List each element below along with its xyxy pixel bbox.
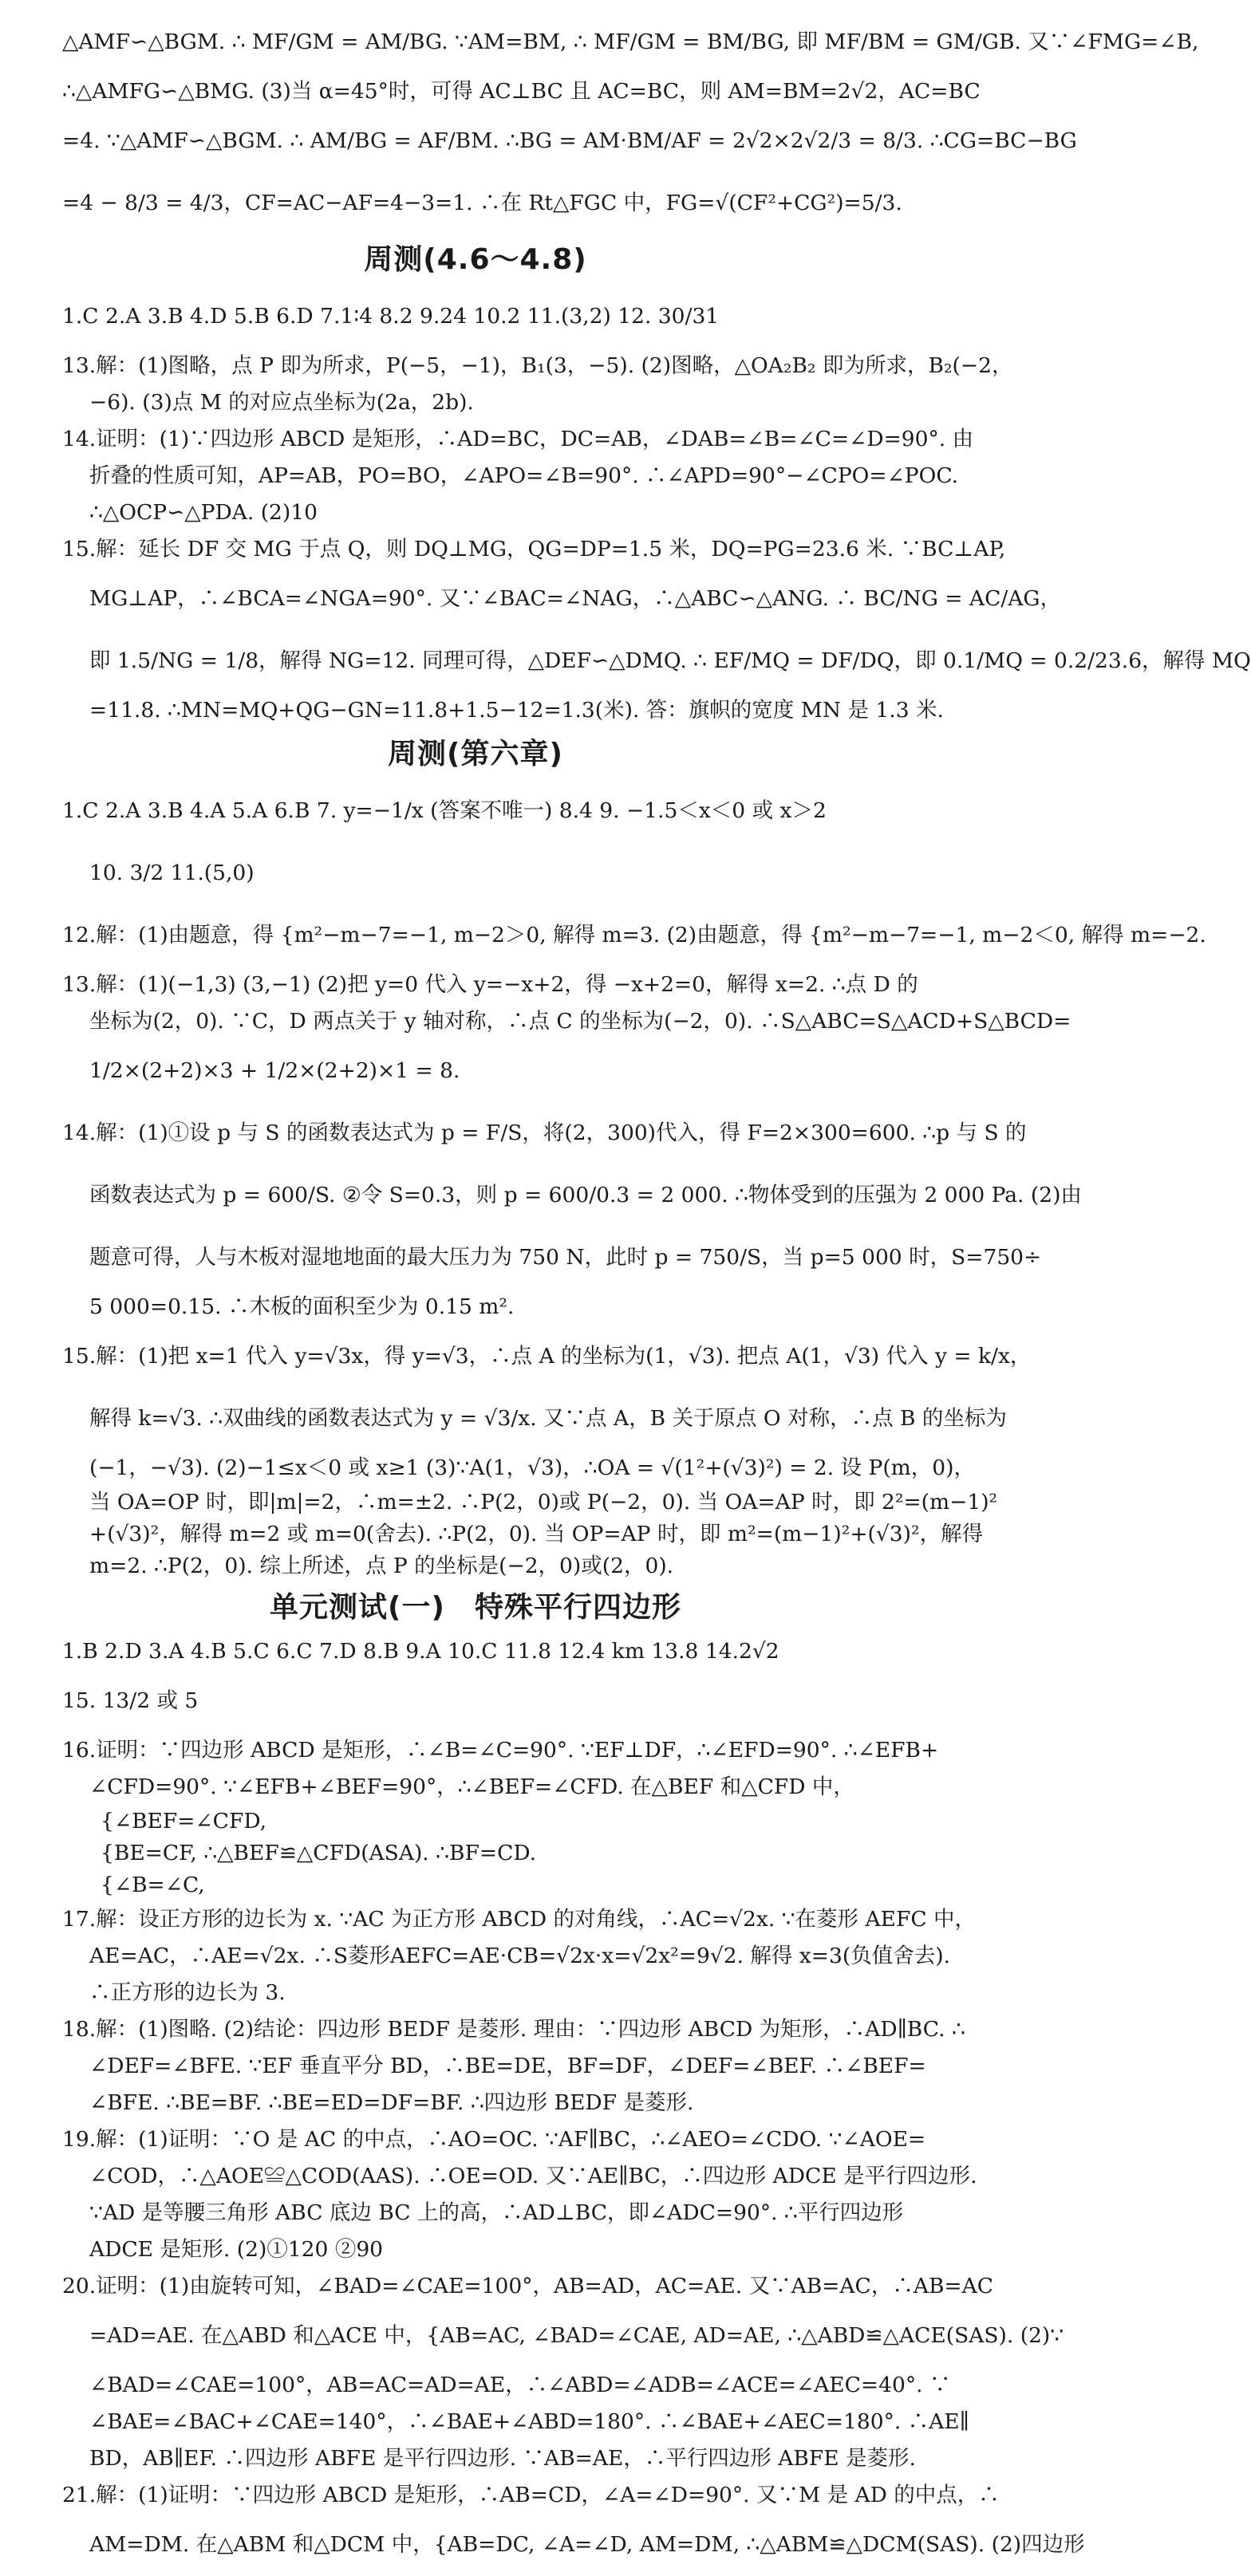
answer-line: 坐标为(2，0). ∵C，D 两点关于 y 轴对称，∴点 C 的坐标为(−2，0). ∴S△ABC=S△ACD+S△BCD= <box>89 1009 1071 1034</box>
answer-line: ∴正方形的边长为 3. <box>89 1980 286 2005</box>
answer-line: BD，AB∥EF. ∴四边形 ABFE 是平行四边形. ∵AB=AE，∴平行四边形 ABFE 是菱形. <box>89 2446 916 2471</box>
answer-line: 14.解：(1)①设 p 与 S 的函数表达式为 p = F/S，将(2，300)代入，得 F=2×300=600. ∴p 与 S 的 <box>62 1121 1027 1145</box>
answer-line: 14.证明：(1)∵四边形 ABCD 是矩形，∴AD=BC，DC=AB，∠DAB=∠B=∠C=∠D=90°. 由 <box>62 427 974 451</box>
answer-line: 19.解：(1)证明：∵O 是 AC 的中点，∴AO=OC. ∵AF∥BC，∴∠AEO=∠CDO. ∵∠AOE= <box>62 2127 926 2152</box>
answer-line: AE=AC，∴AE=√2x. ∴S菱形AEFC=AE·CB=√2x·x=√2x²=9√2. 解得 x=3(负值舍去). <box>89 1944 950 1968</box>
answer-line: 15. 13/2 或 5 <box>62 1688 199 1713</box>
answer-line: ∴△OCP∽△PDA. (2)10 <box>89 500 318 525</box>
section-week-test-1 <box>62 286 1251 729</box>
answer-line: 10. 3/2 11.(5,0) <box>89 861 255 885</box>
previous-solution-tail <box>62 11 1199 234</box>
brace-line: {∠B=∠C, <box>101 1873 205 1897</box>
answer-line: MG⊥AP，∴∠BCA=∠NGA=90°. 又∵∠BAC=∠NAG，∴△ABC∽△ANG. ∴ BC/NG = AC/AG， <box>89 586 1062 611</box>
answer-line: ∠DEF=∠BFE. ∵EF 垂直平分 BD，∴BE=DE，BF=DF，∠DEF=∠BEF. ∴∠BEF= <box>89 2054 926 2078</box>
answer-line: 5 000=0.15. ∴木板的面积至少为 0.15 m². <box>89 1294 515 1319</box>
answer-line: ∠BAD=∠CAE=100°，AB=AC=AD=AE，∴∠ABD=∠ADB=∠ACE=∠AEC=40°. ∵ <box>89 2373 951 2397</box>
answer-line: ∠CFD=90°. ∵∠EFB+∠BEF=90°，∴∠BEF=∠CFD. 在△BEF 和△CFD 中， <box>89 1774 854 1799</box>
answer-line: ∠COD，∴△AOE≌△COD(AAS). ∴OE=OD. 又∵AE∥BC，∴四边形 ADCE 是平行四边形. <box>89 2164 977 2188</box>
section-heading-week-test-1: 周测(4.6～4.8) <box>364 243 587 276</box>
answer-line: 题意可得，人与木板对湿地地面的最大压力为 750 N，此时 p = 750/S，当 p=5 000 时，S=750÷ <box>89 1245 1042 1270</box>
answer-line: −6). (3)点 M 的对应点坐标为(2a，2b). <box>89 390 474 415</box>
answer-line: 1.B 2.D 3.A 4.B 5.C 6.C 7.D 8.B 9.A 10.C 11.8 12.4 km 13.8 14.2√2 <box>62 1639 779 1664</box>
answer-line: ∠BAE=∠BAC+∠CAE=140°，∴∠BAE+∠ABD=180°. ∴∠BAE+∠AEC=180°. ∴AE∥ <box>89 2409 969 2434</box>
answer-line: 1/2×(2+2)×3 + 1/2×(2+2)×1 = 8. <box>89 1058 460 1083</box>
answer-line: 12.解：(1)由题意，得 {m²−m−7=−1, m−2＞0, 解得 m=3. (2)由题意，得 {m²−m−7=−1, m−2＜0, 解得 m=−2. <box>62 923 1206 947</box>
section-unit-test <box>62 1633 1085 2576</box>
answer-line: ∠BFE. ∴BE=BF. ∴BE=ED=DF=BF. ∴四边形 BEDF 是菱形. <box>89 2090 694 2115</box>
answer-line: 折叠的性质可知，AP=AB，PO=BO，∠APO=∠B=90°. ∴∠APD=90°−∠CPO=∠POC. <box>89 463 959 488</box>
answer-line: 15.解：(1)把 x=1 代入 y=√3x，得 y=√3，∴点 A 的坐标为(1，√3). 把点 A(1，√3) 代入 y = k/x， <box>62 1344 1032 1369</box>
answer-line: 17.解：设正方形的边长为 x. ∵AC 为正方形 ABCD 的对角线，∴AC=√2x. ∵在菱形 AEFC 中， <box>62 1907 977 1932</box>
answer-line: ADCE 是矩形. (2)①120 ②90 <box>89 2237 384 2262</box>
text-line: =4. ∵△AMF∽△BGM. ∴ AM/BG = AF/BM. ∴BG = AM·BM/AF = 2√2×2√2/3 = 8/3. ∴CG=BC−BG <box>62 128 1077 153</box>
brace-line: {∠BEF=∠CFD, <box>101 1809 267 1834</box>
text-line: =4 − 8/3 = 4/3，CF=AC−AF=4−3=1. ∴在 Rt△FGC 中，FG=√(CF²+CG²)=5/3. <box>62 191 902 215</box>
answer-line: 20.证明：(1)由旋转可知，∠BAD=∠CAE=100°，AB=AD，AC=AE. 又∵AB=AC，∴AB=AC <box>62 2274 994 2298</box>
answer-line: +(√3)²，解得 m=2 或 m=0(舍去). ∴P(2，0). 当 OP=AP 时，即 m²=(m−1)²+(√3)²，解得 <box>89 1522 984 1546</box>
section-week-test-2 <box>62 780 1206 1582</box>
answer-line: =11.8. ∴MN=MQ+QG−GN=11.8+1.5−12=1.3(米). 答：旗帜的宽度 MN 是 1.3 米. <box>89 698 944 723</box>
answer-line: 13.解：(1)图略，点 P 即为所求，P(−5，−1)，B₁(3，−5). (2)图略，△OA₂B₂ 即为所求，B₂(−2， <box>62 353 1013 378</box>
answer-line: AM=DM. 在△ABM 和△DCM 中，{AB=DC, ∠A=∠D, AM=DM, ∴△ABM≌△DCM(SAS). (2)四边形 <box>89 2532 1085 2557</box>
answer-line: 函数表达式为 p = 600/S. ②令 S=0.3，则 p = 600/0.3 = 2 000. ∴物体受到的压强为 2 000 Pa. (2)由 <box>89 1183 1082 1207</box>
answer-line: 18.解：(1)图略. (2)结论：四边形 BEDF 是菱形. 理由：∵四边形 ABCD 为矩形，∴AD∥BC. ∴ <box>62 2017 965 2042</box>
answer-line: ∵AD 是等腰三角形 ABC 底边 BC 上的高，∴AD⊥BC，即∠ADC=90°. ∴平行四边形 <box>89 2200 904 2225</box>
answer-line: =AD=AE. 在△ABD 和△ACE 中，{AB=AC, ∠BAD=∠CAE, AD=AE, ∴△ABD≌△ACE(SAS). (2)∵ <box>89 2323 1064 2348</box>
answer-line: m=2. ∴P(2，0). 综上所述，点 P 的坐标是(−2，0)或(2，0). <box>89 1554 674 1578</box>
answer-line: 13.解：(1)(−1,3) (3,−1) (2)把 y=0 代入 y=−x+2，得 −x+2=0，解得 x=2. ∴点 D 的 <box>62 972 918 997</box>
answer-line: 16.证明：∵四边形 ABCD 是矩形，∴∠B=∠C=90°. ∵EF⊥DF，∴∠EFD=90°. ∴∠EFB+ <box>62 1738 939 1763</box>
answer-line: 15.解：延长 DF 交 MG 于点 Q，则 DQ⊥MG，QG=DP=1.5 米，DQ=PG=23.6 米. ∵BC⊥AP, <box>62 537 1006 561</box>
answer-line: 21.解：(1)证明：∵四边形 ABCD 是矩形，∴AB=CD，∠A=∠D=90°. 又∵M 是 AD 的中点，∴ <box>62 2483 1000 2507</box>
answer-line: 解得 k=√3. ∴双曲线的函数表达式为 y = √3/x. 又∵点 A，B 关于原点 O 对称，∴点 B 的坐标为 <box>89 1406 1007 1431</box>
answer-line: 当 OA=OP 时，即|m|=2，∴m=±2. ∴P(2，0)或 P(−2，0). 当 OA=AP 时，即 2²=(m−1)² <box>89 1490 998 1514</box>
answer-line: (−1，−√3). (2)−1≤x＜0 或 x≥1 (3)∵A(1，√3)，∴OA = √(1²+(√3)²) = 2. 设 P(m，0)， <box>89 1455 975 1480</box>
answer-line: 1.C 2.A 3.B 4.A 5.A 6.B 7. y=−1/x (答案不唯一) 8.4 9. −1.5＜x＜0 或 x＞2 <box>62 798 827 823</box>
section-heading-week-test-2: 周测(第六章) <box>388 738 563 770</box>
answer-line: 1.C 2.A 3.B 4.D 5.B 6.D 7.1∶4 8.2 9.24 10.2 11.(3,2) 12. 30/31 <box>62 304 720 329</box>
answer-line: 即 1.5/NG = 1/8，解得 NG=12. 同理可得，△DEF∽△DMQ. ∴ EF/MQ = DF/DQ，即 0.1/MQ = 0.2/23.6，解得 MQ <box>89 648 1251 673</box>
brace-line: {BE=CF, ∴△BEF≌△CFD(ASA). ∴BF=CD. <box>101 1841 537 1865</box>
text-line: △AMF∽△BGM. ∴ MF/GM = AM/BG. ∵AM=BM, ∴ MF/GM = BM/BG, 即 MF/BM = GM/GB. 又∵∠FMG=∠B, <box>62 30 1199 54</box>
section-heading-unit-test: 单元测试(一) 特殊平行四边形 <box>270 1591 681 1624</box>
text-line: ∴△AMFG∽△BMG. (3)当 α=45°时，可得 AC⊥BC 且 AC=BC，则 AM=BM=2√2，AC=BC <box>62 79 981 104</box>
